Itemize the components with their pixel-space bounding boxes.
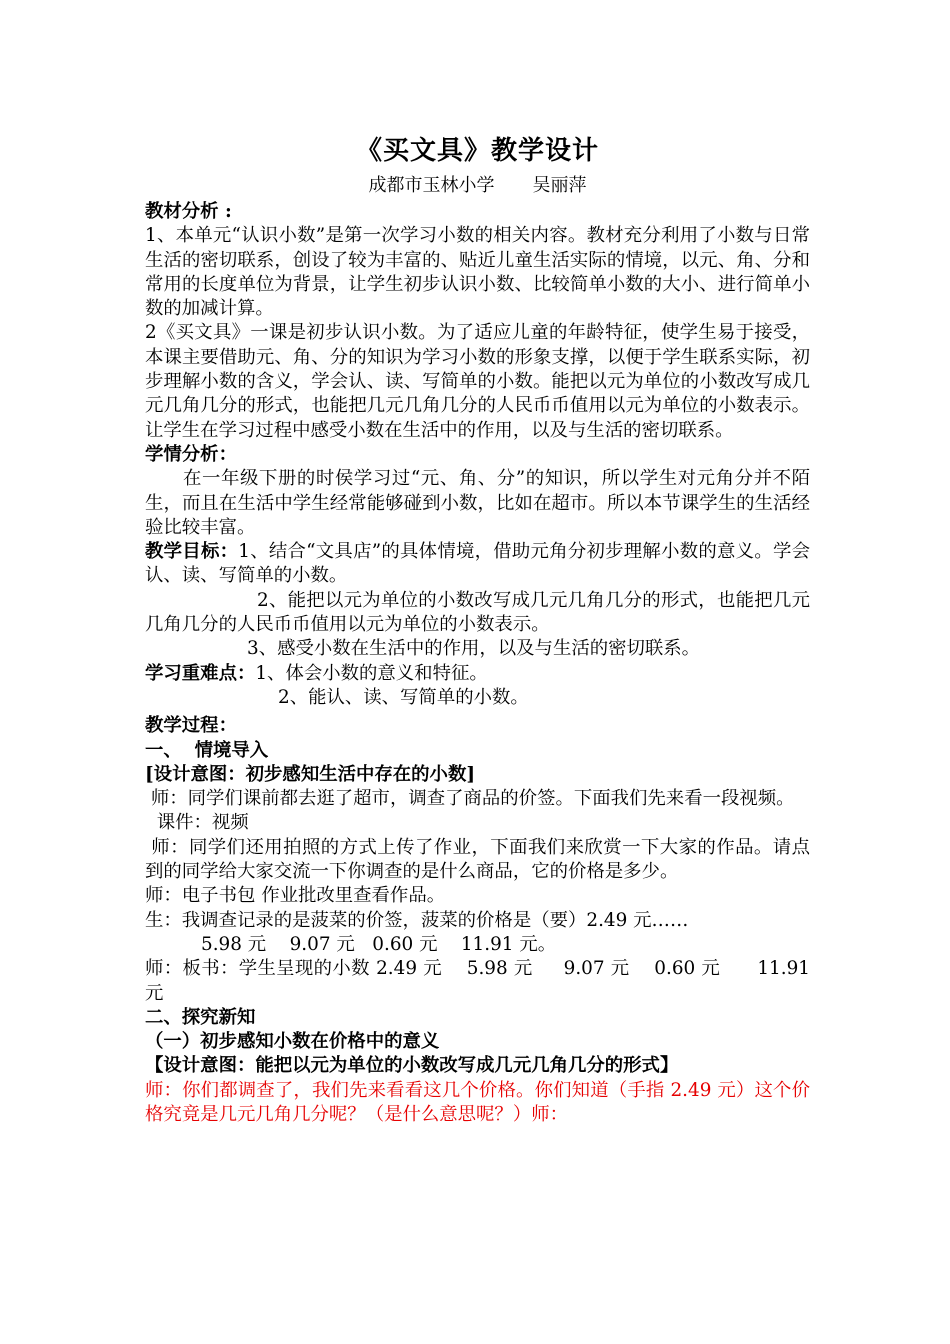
- teacher-line-1: 师：同学们课前都去逛了超市，调查了商品的价签。下面我们先来看一段视频。: [145, 788, 795, 810]
- courseware-line: 课件：视频: [145, 812, 249, 834]
- teacher-line-5: 师：你们都调查了，我们先来看看这几个价格。你们知道（手指 2.49 元）这个价格究竟是几元几角几分呢？（是什么意思呢？）师：: [145, 1079, 810, 1125]
- part1-heading: 一、 情境导入: [145, 739, 269, 761]
- author-school: 成都市玉林小学: [368, 175, 495, 196]
- process-heading: 教学过程：: [145, 715, 237, 737]
- goal-1: 1、结合“文具店”的具体情境，借助元角分初步理解小数的意义。学会认、读、写简单的小数。: [145, 541, 810, 587]
- part2-subheading: （一）初步感知小数在价格中的意义: [145, 1031, 440, 1053]
- goals-block: [145, 540, 810, 589]
- key-point-1: 1、体会小数的意义和特征。: [255, 662, 488, 684]
- document-title: 《买文具》教学设计: [355, 136, 599, 166]
- key-heading: 学习重难点：: [145, 662, 256, 684]
- goal-2: 2、能把以元为单位的小数改写成几元几角几分的形式，也能把几元几角几分的人民币币值用以元为单位的小数表示。: [145, 589, 810, 636]
- material-paragraph-1: 1、本单元“认识小数”是第一次学习小数的相关内容。教材充分利用了小数与日常生活的密切联系，创设了较为丰富的、贴近儿童生活实际的情境，以元、角、分和常用的长度单位为背景，让学生初步认识小数、比较简单小数的大小、进行简单小数的加减计算。: [145, 225, 810, 320]
- part1-intent: [设计意图：初步感知生活中存在的小数]: [145, 763, 476, 785]
- key-point-2: 2、能认、读、写简单的小数。: [278, 686, 529, 708]
- part2-intent: 【设计意图：能把以元为单位的小数改写成几元几角几分的形式】: [145, 1055, 679, 1077]
- student-prices: 5.98 元 9.07 元 0.60 元 11.91 元。: [201, 933, 557, 955]
- material-heading: 教材分析 :: [145, 201, 232, 222]
- teacher-line-4: 师：板书：学生呈现的小数 2.49 元 5.98 元 9.07 元 0.60 元 11.91 元: [145, 958, 816, 1004]
- author-name: 吴丽萍: [532, 175, 587, 196]
- goal-3: 3、感受小数在生活中的作用，以及与生活的密切联系。: [247, 638, 701, 660]
- document-page: [145, 136, 816, 1127]
- goals-heading: 教学目标：: [145, 541, 239, 563]
- material-paragraph-2: 2《买文具》一课是初步认识小数。为了适应儿童的年龄特征，使学生易于接受，本课主要借助元、角、分的知识为学习小数的形象支撑，以便于学生联系实际，初步理解小数的含义，学会认、读、写简单的小数。能把以元为单位的小数改写成几元几角几分的形式，也能把几元几角几分的人民币币值用以元为单位的小数表示。让学生在学习过程中感受小数在生活中的作用，以及与生活的密切联系。: [145, 322, 810, 441]
- teacher-line-3: 师：电子书包 作业批改里查看作品。: [145, 885, 446, 907]
- author-line: [145, 174, 810, 198]
- part2-heading: 二、探究新知: [145, 1006, 256, 1028]
- student-paragraph: 在一年级下册的时侯学习过“元、角、分”的知识，所以学生对元角分并不陌生，而且在生活中学生经常能够碰到小数，比如在超市。所以本节课学生的生活经验比较丰富。: [145, 468, 810, 538]
- student-line-1: 生：我调查记录的是菠菜的价签，菠菜的价格是（要）2.49 元……: [145, 909, 689, 931]
- key-block: [145, 662, 810, 686]
- student-heading: 学情分析：: [145, 443, 237, 465]
- teacher-line-2: 师：同学们还用拍照的方式上传了作业，下面我们来欣赏一下大家的作品。请点到的同学给大家交流一下你调查的是什么商品，它的价格是多少。: [145, 836, 810, 883]
